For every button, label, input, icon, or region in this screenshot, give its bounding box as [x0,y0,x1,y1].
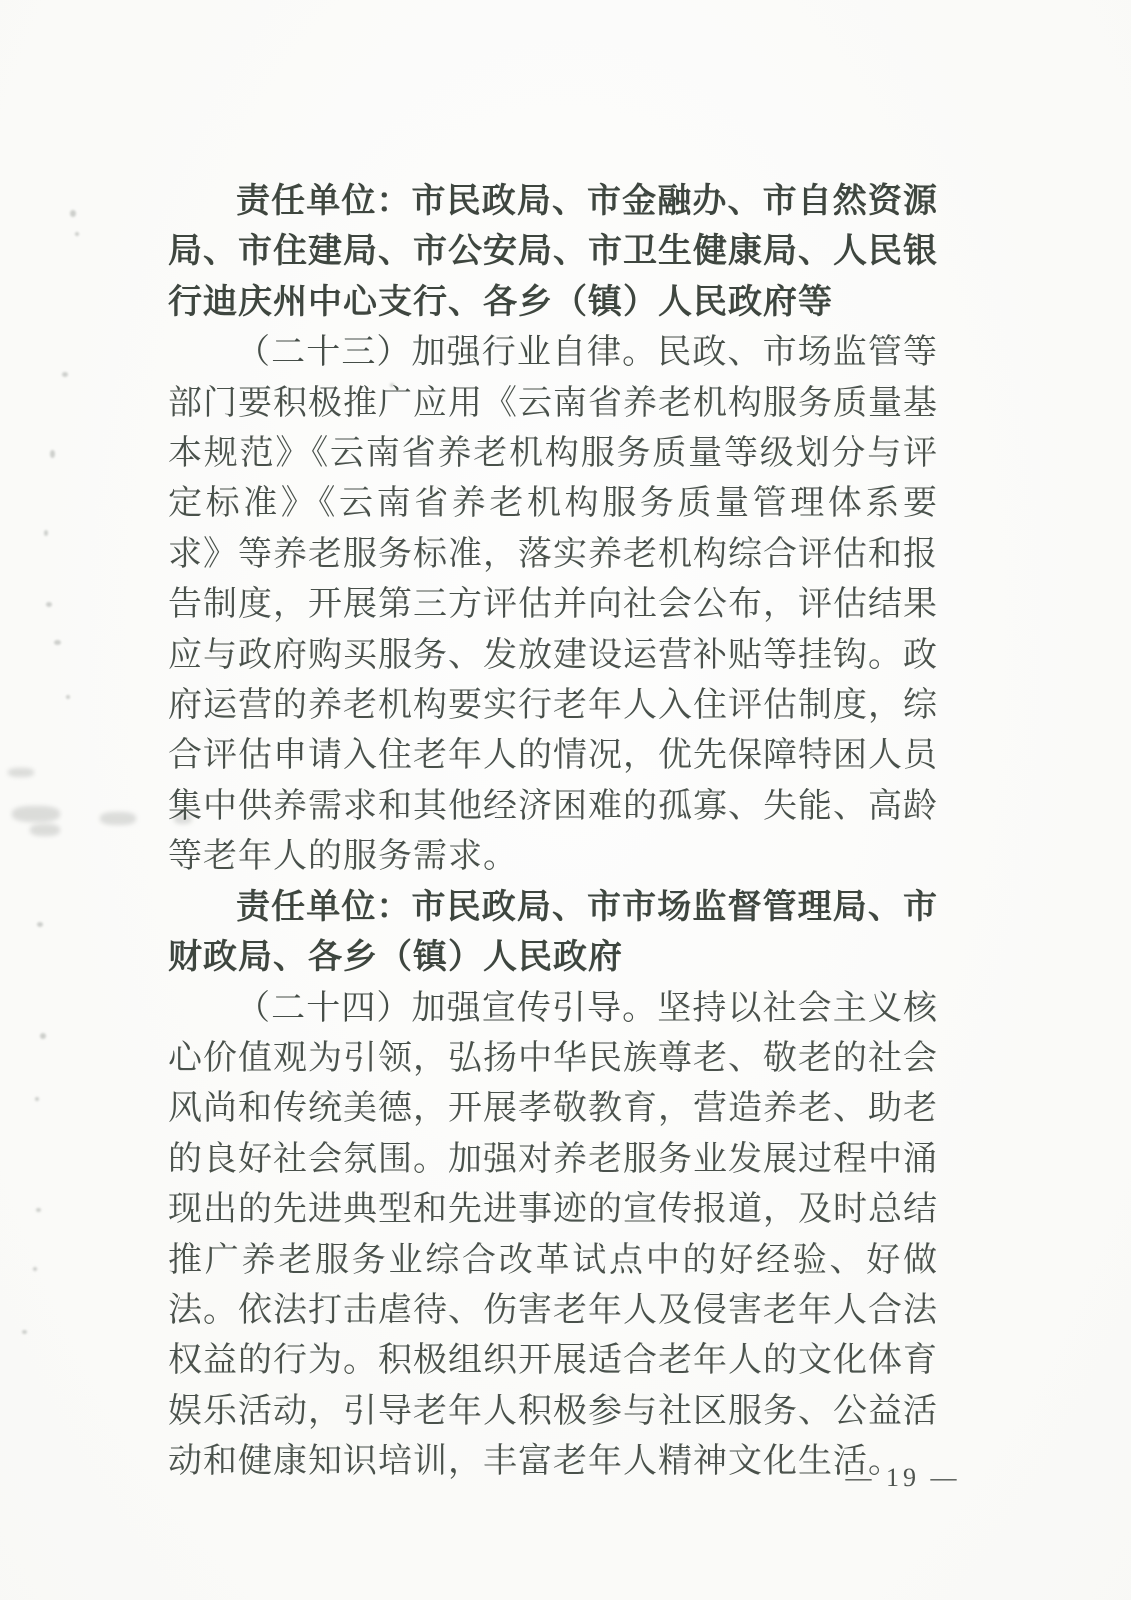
scan-speck [62,372,68,377]
scan-speck [40,1033,46,1039]
section-24-body-text: 坚持以社会主义核心价值观为引领，弘扬中华民族尊老、敬老的社会风尚和传统美德，开展孝敬教育，营造养老、助老的良好社会氛围。加强对养老服务业发展过程中涌现出的先进典型和先进事迹的宣传报道，及时总结推广养老服务业综合改革试点中的好经验、好做法。依法打击虐待、伤害老年人及侵害老年人合法权益的行为。积极组织开展适合老年人的文化体育娱乐活动，引导老年人积极参与社区服务、公益活动和健康知识培训，丰富老年人精神文化生活。 [168,989,939,1481]
section-24-paragraph [168,984,938,1488]
section-23-body-text: 民政、市场监管等部门要积极推广应用《云南省养老机构服务质量基本规范》《云南省养老机构服务质量等级划分与评定标准》《云南省养老机构服务质量管理体系要求》等养老服务标准，落实养老机构综合评估和报告制度，开展第三方评估并向社会公布，评估结果应与政府购买服务、发放建设运营补贴等挂钩。政府运营的养老机构要实行老年人入住评估制度，综合评估申请入住老年人的情况，优先保障特困人员集中供养需求和其他经济困难的孤寡、失能、高龄等老年人的服务需求。 [168,334,939,876]
section-24-heading: （二十四）加强宣传引导。 [236,989,658,1027]
responsible-units-paragraph-2: 责任单位：市民政局、市市场监督管理局、市财政局、各乡（镇）人民政府 [168,888,938,977]
scan-speck [22,1330,27,1334]
scan-speck [66,695,70,699]
document-body [168,177,938,1488]
scan-smudge [8,768,34,777]
scan-speck [44,530,48,536]
scan-speck [50,450,55,458]
scan-speck [70,210,76,217]
scan-speck [36,1208,41,1212]
scan-speck [54,640,61,645]
scan-speck [33,1267,37,1271]
scan-smudge [12,806,60,822]
scan-smudge [100,812,136,825]
responsible-units-paragraph-1: 责任单位：市民政局、市金融办、市自然资源局、市住建局、市公安局、市卫生健康局、人民银行迪庆州中心支行、各乡（镇）人民政府等 [168,183,938,321]
scan-speck [35,1097,39,1101]
scan-smudge [30,824,60,836]
scan-speck [37,922,43,927]
scan-speck [46,602,52,607]
page-number: — 19 — [845,1463,961,1492]
section-23-paragraph [168,328,938,882]
scan-speck [75,232,79,236]
section-23-heading: （二十三）加强行业自律。 [236,334,658,372]
